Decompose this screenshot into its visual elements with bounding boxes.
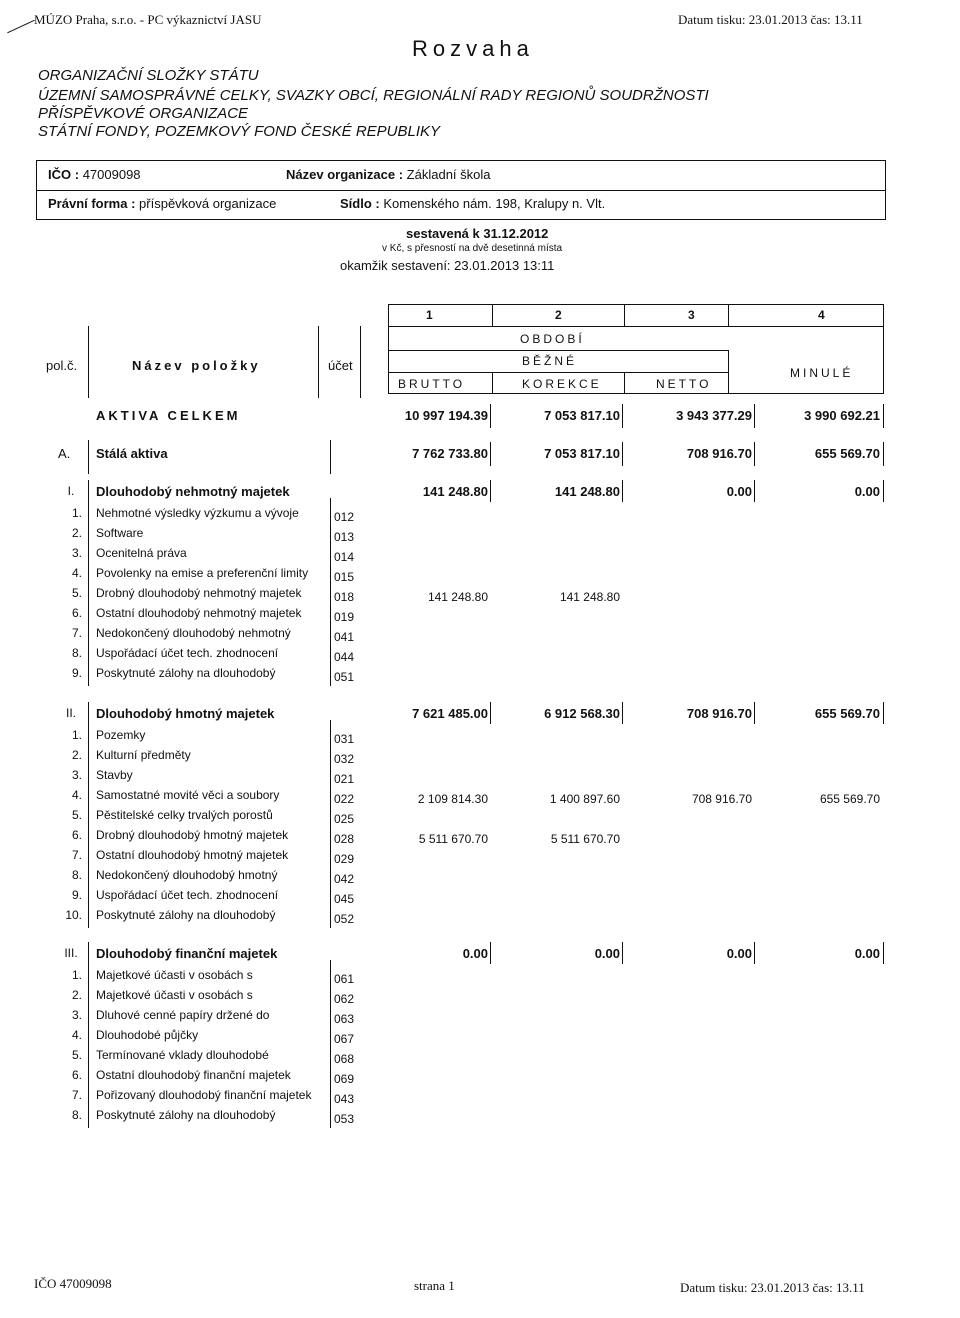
column-line <box>490 404 491 428</box>
row-name: Ostatní dlouhodobý nehmotný majetek <box>96 606 302 620</box>
obdobi-label: OBDOBÍ <box>520 332 585 346</box>
category-line: ÚZEMNÍ SAMOSPRÁVNÉ CELKY, SVAZKY OBCÍ, REGIONÁLNÍ RADY REGIONŮ SOUDRŽNOSTI <box>38 87 709 104</box>
row-number: 6. <box>71 828 82 842</box>
row-account: 043 <box>334 1092 355 1106</box>
category-line: PŘÍSPĚVKOVÉ ORGANIZACE <box>38 105 249 122</box>
row-account: 063 <box>334 1012 355 1026</box>
row-account: 041 <box>334 630 355 644</box>
row-name: Kulturní předměty <box>96 748 191 762</box>
org-name-field: Název organizace : Základní škola <box>286 167 491 182</box>
row-netto: 708 916.70 <box>691 792 752 806</box>
header-line <box>88 326 89 398</box>
legal-form-field: Právní forma : příspěvková organizace <box>48 196 277 211</box>
footer-ico: IČO 47009098 <box>34 1276 112 1291</box>
column-line <box>883 480 884 502</box>
row-account: 021 <box>334 772 355 786</box>
nazev-label: Název položky <box>132 358 261 373</box>
category-line: ORGANIZAČNÍ SLOŽKY STÁTU <box>38 67 259 84</box>
row-number: 7. <box>71 1088 82 1102</box>
row-account: 067 <box>334 1032 355 1046</box>
stala-korekce: 7 053 817.10 <box>544 446 620 461</box>
row-account: 022 <box>334 792 355 806</box>
stala-netto: 708 916.70 <box>686 446 752 461</box>
header-line <box>624 304 625 326</box>
page-header-left: MÚZO Praha, s.r.o. - PC výkaznictví JASU <box>34 12 262 27</box>
row-account: 015 <box>334 570 355 584</box>
section-num: I. <box>67 484 75 498</box>
column-line <box>883 404 884 428</box>
section-minule: 0.00 <box>854 946 880 961</box>
section-korekce: 0.00 <box>594 946 620 961</box>
row-account: 042 <box>334 872 355 886</box>
row-number: 3. <box>71 768 82 782</box>
row-account: 052 <box>334 912 355 926</box>
section-minule: 655 569.70 <box>814 706 880 721</box>
section-korekce: 6 912 568.30 <box>544 706 620 721</box>
row-number: 2. <box>71 526 82 540</box>
row-name: Pěstitelské celky trvalých porostů <box>96 808 273 822</box>
seat-field: Sídlo : Komenského nám. 198, Kralupy n. Vlt. <box>340 196 606 211</box>
header-line <box>388 350 728 351</box>
row-number: 7. <box>71 848 82 862</box>
column-line <box>88 480 89 686</box>
section-brutto: 7 621 485.00 <box>412 706 488 721</box>
row-name: Drobný dlouhodobý hmotný majetek <box>96 828 289 842</box>
row-number: 9. <box>71 666 82 680</box>
col-num-2: 2 <box>555 308 562 322</box>
row-number: 8. <box>71 868 82 882</box>
row-account: 053 <box>334 1112 355 1126</box>
header-line <box>388 326 884 327</box>
row-number: 5. <box>71 586 82 600</box>
column-line <box>622 702 623 724</box>
document-title: Rozvaha <box>412 36 534 61</box>
row-name: Ocenitelná práva <box>96 546 187 560</box>
row-name: Ostatní dlouhodobý hmotný majetek <box>96 848 289 862</box>
row-account: 019 <box>334 610 355 624</box>
column-line <box>330 720 331 928</box>
row-name: Pozemky <box>96 728 146 742</box>
row-name: Dluhové cenné papíry držené do <box>96 1008 270 1022</box>
bezne-label: BĚŽNÉ <box>522 354 578 368</box>
row-number: 4. <box>71 566 82 580</box>
row-brutto: 141 248.80 <box>427 590 488 604</box>
row-account: 012 <box>334 510 355 524</box>
row-number: 5. <box>71 808 82 822</box>
section-num: III. <box>64 946 78 960</box>
row-name: Stavby <box>96 768 133 782</box>
precision-note: v Kč, s přesností na dvě desetinná místa <box>382 243 563 254</box>
row-number: 7. <box>71 626 82 640</box>
ucet-label: účet <box>328 358 353 373</box>
brutto-label: BRUTTO <box>398 377 466 391</box>
row-account: 029 <box>334 852 355 866</box>
row-account: 051 <box>334 670 355 684</box>
column-line <box>754 404 755 428</box>
row-brutto: 5 511 670.70 <box>418 832 488 846</box>
row-number: 6. <box>71 1068 82 1082</box>
row-korekce: 1 400 897.60 <box>549 792 620 806</box>
stala-num: A. <box>58 446 71 461</box>
section-netto: 0.00 <box>726 484 752 499</box>
row-number: 3. <box>71 1008 82 1022</box>
row-name: Samostatné movité věci a soubory <box>96 788 280 802</box>
row-account: 013 <box>334 530 355 544</box>
column-line <box>490 480 491 502</box>
section-minule: 0.00 <box>854 484 880 499</box>
column-line <box>330 498 331 686</box>
column-line <box>88 702 89 928</box>
stala-brutto: 7 762 733.80 <box>412 446 488 461</box>
row-number: 2. <box>71 988 82 1002</box>
row-account: 069 <box>334 1072 355 1086</box>
column-line <box>754 480 755 502</box>
header-line <box>388 372 728 373</box>
row-name: Drobný dlouhodobý nehmotný majetek <box>96 586 302 600</box>
aktiva-celkem-label: AKTIVA CELKEM <box>96 408 241 423</box>
row-account: 018 <box>334 590 355 604</box>
minule-label: MINULÉ <box>790 366 854 380</box>
netto-label: NETTO <box>656 377 712 391</box>
column-line <box>490 702 491 724</box>
column-line <box>490 942 491 964</box>
pol-label: pol.č. <box>46 358 78 373</box>
header-line <box>728 350 729 394</box>
compiled-date: sestavená k 31.12.2012 <box>406 226 549 241</box>
row-name: Uspořádací účet tech. zhodnocení <box>96 888 279 902</box>
row-number: 4. <box>71 1028 82 1042</box>
stala-label: Stálá aktiva <box>96 446 168 461</box>
column-line <box>754 702 755 724</box>
header-line <box>624 372 625 394</box>
row-name: Nedokončený dlouhodobý hmotný <box>96 868 278 882</box>
column-line <box>883 442 884 466</box>
row-number: 8. <box>71 646 82 660</box>
stala-minule: 655 569.70 <box>814 446 880 461</box>
row-name: Dlouhodobé půjčky <box>96 1028 199 1042</box>
footer-print-date: Datum tisku: 23.01.2013 čas: 13.11 <box>680 1280 865 1295</box>
column-line <box>754 442 755 466</box>
row-name: Pořizovaný dlouhodobý finanční majetek <box>96 1088 312 1102</box>
category-line: STÁTNÍ FONDY, POZEMKOVÝ FOND ČESKÉ REPUBLIKY <box>38 123 441 140</box>
row-number: 4. <box>71 788 82 802</box>
section-label: Dlouhodobý nehmotný majetek <box>96 484 290 499</box>
column-line <box>330 960 331 1128</box>
row-number: 1. <box>71 506 82 520</box>
total-korekce: 7 053 817.10 <box>544 408 620 423</box>
row-account: 044 <box>334 650 355 664</box>
header-line <box>318 326 319 398</box>
section-netto: 0.00 <box>726 946 752 961</box>
ico-label: IČO : 47009098 <box>48 167 141 182</box>
row-account: 061 <box>334 972 355 986</box>
column-line <box>883 702 884 724</box>
section-brutto: 0.00 <box>462 946 488 961</box>
row-name: Majetkové účasti v osobách s <box>96 988 253 1002</box>
row-account: 062 <box>334 992 355 1006</box>
section-brutto: 141 248.80 <box>422 484 488 499</box>
row-name: Poskytnuté zálohy na dlouhodobý <box>96 908 276 922</box>
column-line <box>622 942 623 964</box>
row-account: 025 <box>334 812 355 826</box>
row-korekce: 5 511 670.70 <box>550 832 620 846</box>
header-line <box>360 326 361 398</box>
header-line <box>492 372 493 394</box>
row-account: 032 <box>334 752 355 766</box>
column-line <box>754 942 755 964</box>
row-account: 031 <box>334 732 355 746</box>
row-number: 3. <box>71 546 82 560</box>
total-minule: 3 990 692.21 <box>804 408 880 423</box>
row-brutto: 2 109 814.30 <box>417 792 488 806</box>
total-brutto: 10 997 194.39 <box>404 408 488 423</box>
section-label: Dlouhodobý finanční majetek <box>96 946 278 961</box>
row-name: Poskytnuté zálohy na dlouhodobý <box>96 1108 276 1122</box>
row-account: 045 <box>334 892 355 906</box>
row-name: Ostatní dlouhodobý finanční majetek <box>96 1068 291 1082</box>
row-name: Uspořádací účet tech. zhodnocení <box>96 646 279 660</box>
row-account: 068 <box>334 1052 355 1066</box>
column-line <box>88 440 89 474</box>
col-num-3: 3 <box>688 308 695 322</box>
row-account: 014 <box>334 550 355 564</box>
column-line <box>88 942 89 1128</box>
header-line <box>728 304 729 326</box>
row-name: Termínované vklady dlouhodobé <box>96 1048 269 1062</box>
row-number: 2. <box>71 748 82 762</box>
row-name: Povolenky na emise a preferenční limity <box>96 566 309 580</box>
row-number: 6. <box>71 606 82 620</box>
column-line <box>622 404 623 428</box>
row-name: Poskytnuté zálohy na dlouhodobý <box>96 666 276 680</box>
column-line <box>330 440 331 474</box>
row-number: 8. <box>71 1108 82 1122</box>
compiled-moment: okamžik sestavení: 23.01.2013 13:11 <box>340 258 555 273</box>
section-korekce: 141 248.80 <box>554 484 620 499</box>
row-number: 10. <box>65 908 82 922</box>
section-netto: 708 916.70 <box>686 706 752 721</box>
row-name: Software <box>96 526 144 540</box>
row-name: Nehmotné výsledky výzkumu a vývoje <box>96 506 299 520</box>
row-number: 1. <box>71 968 82 982</box>
row-account: 028 <box>334 832 355 846</box>
col-num-4: 4 <box>818 308 825 322</box>
korekce-label: KOREKCE <box>522 377 602 391</box>
footer-page: strana 1 <box>414 1278 455 1293</box>
row-number: 9. <box>71 888 82 902</box>
total-netto: 3 943 377.29 <box>676 408 752 423</box>
row-number: 5. <box>71 1048 82 1062</box>
pen-mark <box>7 20 35 34</box>
page-header-right: Datum tisku: 23.01.2013 čas: 13.11 <box>678 12 863 27</box>
org-divider <box>36 190 886 191</box>
header-line <box>492 304 493 326</box>
row-name: Nedokončený dlouhodobý nehmotný <box>96 626 291 640</box>
column-line <box>883 942 884 964</box>
column-line <box>490 442 491 466</box>
column-line <box>622 442 623 466</box>
row-korekce: 141 248.80 <box>559 590 620 604</box>
section-label: Dlouhodobý hmotný majetek <box>96 706 275 721</box>
column-line <box>622 480 623 502</box>
row-name: Majetkové účasti v osobách s <box>96 968 253 982</box>
col-num-1: 1 <box>426 308 433 322</box>
row-minule: 655 569.70 <box>819 792 880 806</box>
row-number: 1. <box>71 728 82 742</box>
section-num: II. <box>65 706 76 720</box>
